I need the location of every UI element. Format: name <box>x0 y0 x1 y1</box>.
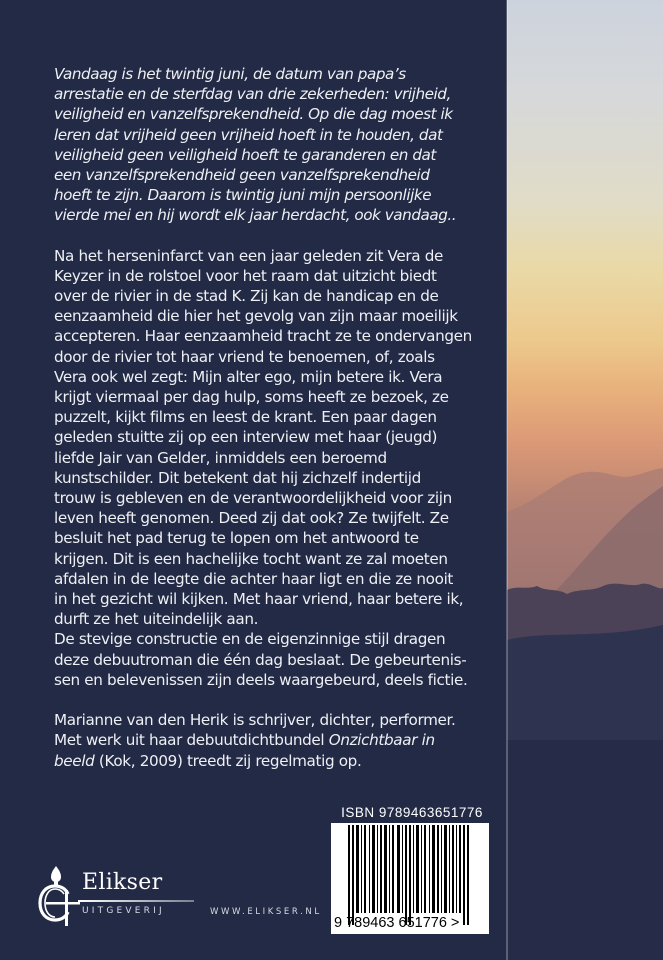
summary-line: over de rivier in de stad K. Zij kan de handicap en de <box>54 287 439 306</box>
opening-quote <box>54 64 504 226</box>
barcode-digits: 9 789463 651776 > <box>334 915 460 931</box>
back-cover-blurb <box>54 64 504 771</box>
summary-line: liefde Jair van Gelder, inmiddels een beroemd <box>54 448 387 467</box>
panel-edge-divider <box>506 0 508 960</box>
style-line: sen en belevenissen zijn deels waargebeurd, deels fictie. <box>54 670 468 689</box>
publisher-logo <box>34 862 204 932</box>
isbn-label: ISBN 9789463651776 <box>341 805 483 820</box>
summary-line: krijgen. Dit is een hachelijke tocht want ze zal moeten <box>54 549 448 568</box>
quote-line: leren dat vrijheid geen vrijheid hoeft in te houden, dat <box>54 125 443 144</box>
quote-line: veiligheid geen veiligheid hoeft te garanderen en dat <box>54 145 436 164</box>
summary-line: leven heeft genomen. Deed zij dat ook? Ze twijfelt. Ze <box>54 509 449 528</box>
isbn-barcode <box>331 823 489 934</box>
quote-line: veiligheid en vanzelfsprekendheid. Op die dag moest ik <box>54 105 453 124</box>
mountain-silhouette-icon <box>507 0 663 960</box>
summary-line: eenzaamheid die hier het gevolg van zijn maar moeilijk <box>54 307 458 326</box>
quote-line: arrestatie en de sterfdag van drie zekerheden: vrijheid, <box>54 85 451 104</box>
logo-rule-divider <box>78 900 194 902</box>
summary-line: Keyzer in de rolstoel voor het raam dat uitzicht biedt <box>54 266 437 285</box>
summary-line: accepteren. Haar eenzaamheid tracht ze te ondervangen <box>54 327 472 346</box>
summary-line: door de rivier tot haar vriend te benoemen, of, zoals <box>54 347 435 366</box>
quote-line: vierde mei en hij wordt elk jaar herdacht, ook vandaag.. <box>54 206 457 225</box>
author-text: Met werk uit haar debuutdichtbundel <box>54 731 329 750</box>
quote-line: Vandaag is het twintig juni, de datum van papa’s <box>54 65 406 83</box>
summary-line: Vera ook wel zegt: Mijn alter ego, mijn betere ik. Vera <box>54 367 443 386</box>
author-text: (Kok, 2009) treedt zij regelmatig op. <box>94 751 362 770</box>
elikser-monogram-icon <box>34 862 80 932</box>
summary-line: Na het herseninfarct van een jaar geleden zit Vera de <box>54 246 444 265</box>
summary-line: in het gezicht wil kijken. Met haar vriend, haar betere ik, <box>54 590 464 609</box>
summary-line: geleden stuitte zij op een interview met haar (jeugd) <box>54 428 438 447</box>
author-line <box>54 730 504 750</box>
style-line: deze debuutroman die één dag beslaat. De gebeurtenis- <box>54 650 467 669</box>
author-bio <box>54 710 504 771</box>
style-line: De stevige constructie en de eigenzinnige stijl dragen <box>54 630 446 649</box>
publisher-website: WWW.ELIKSER.NL <box>210 907 322 917</box>
summary-paragraph <box>54 246 504 630</box>
author-line <box>54 751 504 771</box>
summary-line: trouw is gebleven en de verantwoordelijkheid voor zijn <box>54 489 452 508</box>
book-title: Onzichtbaar in <box>328 731 435 750</box>
quote-line: hoeft te zijn. Daarom is twintig juni mijn persoonlijke <box>54 186 432 205</box>
quote-line: een vanzelfsprekendheid geen vanzelfsprekendheid <box>54 166 430 185</box>
summary-line: krijgt viermaal per dag hulp, soms heeft ze bezoek, ze <box>54 388 449 407</box>
summary-line: puzzelt, kijkt films en leest de krant. Een paar dagen <box>54 408 437 427</box>
author-line: Marianne van den Herik is schrijver, dichter, performer. <box>54 711 456 730</box>
style-paragraph <box>54 629 504 690</box>
publisher-subtitle: UITGEVERIJ <box>82 906 165 916</box>
book-title: beeld <box>54 751 95 770</box>
summary-line: besluit het pad terug te lopen om het antwoord te <box>54 529 419 548</box>
summary-line: afdalen in de leegte die achter haar ligt en die ze nooit <box>54 569 454 588</box>
sunset-mountain-photo <box>507 0 663 960</box>
summary-line: kunstschilder. Dit betekent dat hij zichzelf indertijd <box>54 468 421 487</box>
publisher-name: Elikser <box>82 870 163 895</box>
summary-line: durft ze het uiteindelijk aan. <box>54 610 259 629</box>
